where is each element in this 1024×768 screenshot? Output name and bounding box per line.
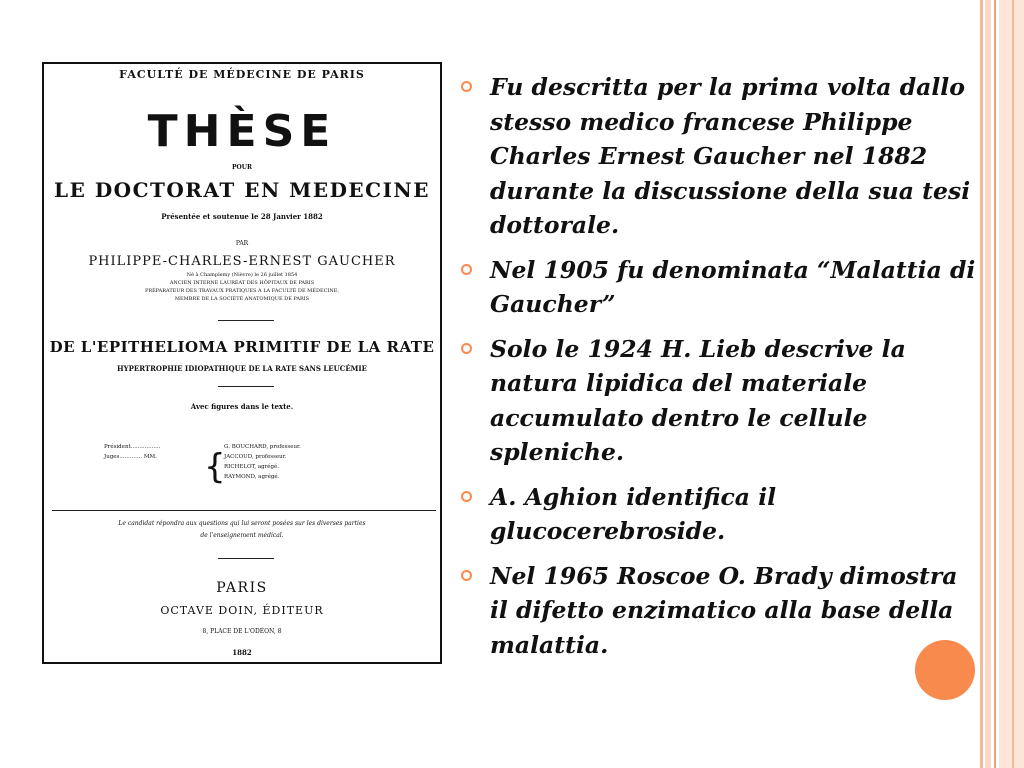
hollow-circle-icon (461, 343, 472, 354)
jury-member: RAYMOND, agrégé. (224, 474, 280, 480)
thesis-jury-right (224, 442, 301, 482)
list-item (460, 559, 980, 663)
thesis-small-line: MEMBRE DE LA SOCIÉTÉ ANATOMIQUE DE PARIS (174, 296, 310, 302)
thesis-small-line: ANCIEN INTERNE LAURÉAT DES HÔPITAUX DE PARIS (169, 280, 315, 286)
list-item (460, 253, 980, 322)
stripe (985, 0, 991, 768)
thesis-presentee: Présentée et soutenue le 28 Janvier 1882 (161, 212, 323, 221)
bullet-text: Fu descritta per la prima volta dallo stesso medico francese Philippe Charles Ernest Gaucher nel 1882 durante la discussione della sua tesi dottorale. (490, 73, 971, 239)
divider (52, 510, 436, 511)
thesis-cover-image (42, 62, 442, 664)
stripe (1012, 0, 1014, 768)
hollow-circle-icon (461, 264, 472, 275)
thesis-pour: POUR (232, 164, 252, 171)
thesis-small-line: Né à Champlemy (Nièvre) le 26 juillet 1854 (186, 272, 298, 278)
jury-left-line: Président................. (104, 444, 161, 450)
divider (218, 386, 274, 387)
thesis-city: PARIS (216, 580, 268, 596)
jury-member: RICHELOT, agrégé. (224, 464, 280, 470)
thesis-enseignement: de l'enseignement médical. (200, 532, 284, 539)
list-item (460, 70, 980, 243)
bullet-text: Nel 1905 fu denominata “Malattia di Gaucher” (490, 255, 976, 318)
bullet-text: Solo le 1924 H. Lieb descrive la natura lipidica del materiale accumulato dentro le cellule spleniche. (490, 334, 906, 466)
hollow-circle-icon (461, 570, 472, 581)
thesis-jury-left (104, 442, 160, 462)
thesis-title: THÈSE (147, 106, 337, 157)
brace-icon: { (204, 447, 226, 487)
thesis-subject: DE L'EPITHELIOMA PRIMITIF DE LA RATE (49, 338, 435, 356)
bullet-text: A. Aghion identifica il glucocerebroside. (490, 482, 777, 545)
divider (218, 558, 274, 559)
thesis-subtitle: HYPERTROPHIE IDIOPATHIQUE DE LA RATE SANS LEUCÉMIE (116, 364, 368, 373)
divider (218, 320, 274, 321)
thesis-candidat: Le candidat répondra aux questions qui lui seront posées sur les diverses parties (118, 520, 366, 527)
list-item (460, 480, 980, 549)
hollow-circle-icon (461, 81, 472, 92)
bullet-text: Nel 1965 Roscoe O. Brady dimostra il difetto enzimatico alla base della malattia. (490, 561, 958, 659)
jury-member: JACCOUD, professeur. (224, 454, 287, 460)
thesis-figures: Avec figures dans le texte. (190, 402, 294, 411)
thesis-doctorat: LE DOCTORAT EN MEDECINE (54, 178, 430, 202)
thesis-publisher: OCTAVE DOIN, ÉDITEUR (160, 604, 324, 617)
stripe (994, 0, 996, 768)
list-item (460, 332, 980, 470)
jury-member: G. BOUCHARD, professeur. (224, 444, 301, 450)
jury-left-line: Juges............. MM. (104, 454, 157, 460)
thesis-author: PHILIPPE-CHARLES-ERNEST GAUCHER (88, 254, 396, 269)
thesis-par: PAR (235, 240, 249, 247)
stripe (980, 0, 983, 768)
thesis-faculty: FACULTÉ DE MÉDECINE DE PARIS (119, 68, 365, 81)
thesis-small-line: PRÉPARATEUR DES TRAVAUX PRATIQUES À LA FACULTÉ DE MÉDECINE, (144, 288, 340, 294)
bullet-list (460, 70, 980, 672)
thesis-year: 1882 (232, 648, 252, 657)
hollow-circle-icon (461, 491, 472, 502)
thesis-address: 8, PLACE DE L'ODÉON, 8 (202, 628, 282, 635)
